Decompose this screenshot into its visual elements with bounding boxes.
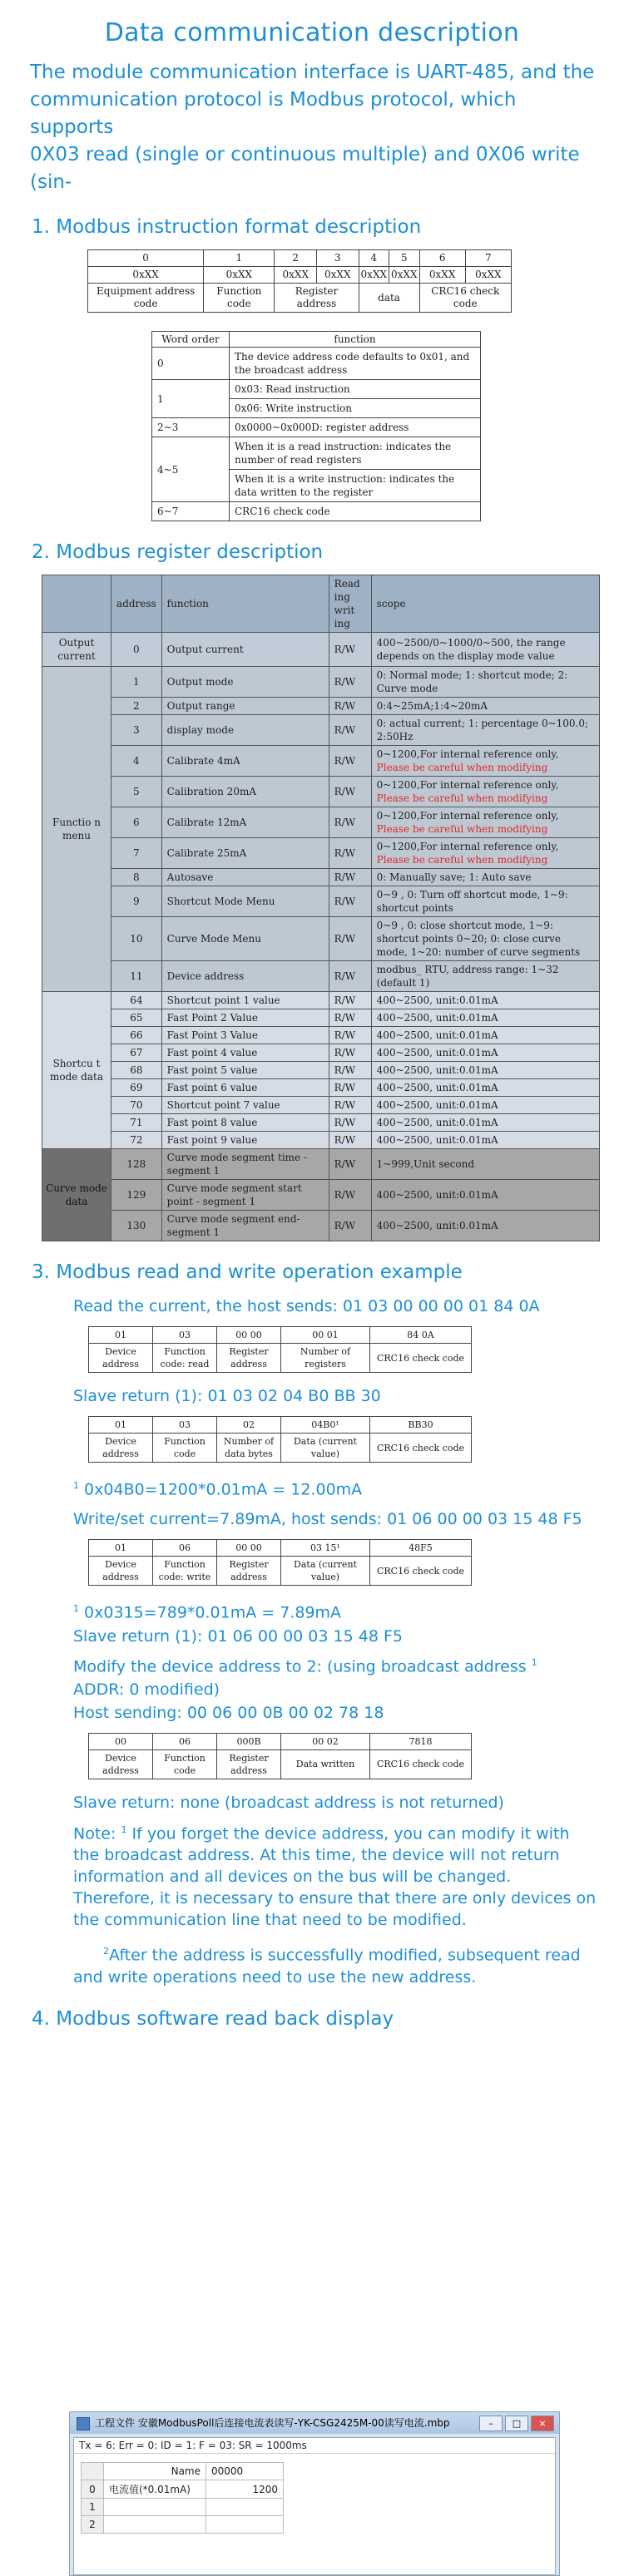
write-command-line: Write/set current=7.89mA, host sends: 01 06 00 00 03 15 48 F5 [73,1510,582,1529]
register-address: 65 [111,1009,162,1027]
register-group-label: Curve mode data [42,1149,111,1241]
register-rw: R/W [329,1044,371,1062]
window-controls [479,2416,554,2431]
note-label: Note: [73,1824,116,1843]
register-scope [371,886,599,917]
register-rw: R/W [329,961,371,992]
register-row [42,1132,600,1149]
register-function: Calibrate 4mA [161,746,329,777]
example-byte-value: 01 [89,1327,153,1344]
register-function: Device address [161,961,329,992]
register-scope-text: 400~2500, unit:0.01mA [376,1189,498,1201]
function-cell: CRC16 check code [230,502,481,521]
format-byte: 0xXX [389,267,420,284]
example-byte-value: 00 00 [217,1327,281,1344]
register-scope-text: 0: actual current; 1: percentage 0~100.0; 2:50Hz [376,718,589,743]
register-scope [371,746,599,777]
register-scope [371,1211,599,1241]
register-scope [371,1097,599,1114]
register-group-label: Shortcu t mode data [42,992,111,1149]
format-index: 7 [465,250,511,267]
register-function: Output mode [161,667,329,698]
example-byte-label: Register address [217,1749,281,1779]
poll-status: Tx = 6: Err = 0: ID = 1: F = 03: SR = 1000ms [74,2438,555,2454]
example-byte-value: BB30 [370,1417,472,1434]
register-address: 67 [111,1044,162,1062]
register-scope [371,1009,599,1027]
register-row [42,1044,600,1062]
function-cell: When it is a read instruction: indicates the number of read registers [230,437,481,470]
register-rw: R/W [329,1211,371,1241]
register-scope-text: 400~2500, unit:0.01mA [376,1099,498,1111]
register-function: Fast point 5 value [161,1062,329,1079]
register-row [42,633,600,667]
format-byte: 0xXX [317,267,359,284]
format-group: data [359,284,419,313]
register-scope-text: 400~2500, unit:0.01mA [376,1029,498,1041]
register-row [42,698,600,715]
app-icon [77,2417,90,2430]
register-rw: R/W [329,698,371,715]
register-address: 0 [111,633,162,667]
register-row [42,1097,600,1114]
maximize-icon[interactable]: □ [505,2416,528,2431]
word-order-cell: 0 [152,348,230,380]
register-address: 5 [111,777,162,807]
register-rw: R/W [329,667,371,698]
register-address: 6 [111,807,162,838]
register-scope [371,698,599,715]
example-byte-label: Number of data bytes [217,1434,281,1463]
intro-text: The module communication interface is UART-485, and the communication protocol is Modbus protocol, which supports 0X03 read (single or continuous multiple) and 0X06 write (sin- [30,62,595,193]
page-title: Data communication description [104,18,520,47]
format-byte: 0xXX [419,267,465,284]
function-cell: The device address code defaults to 0x01, and the broadcast address [230,348,481,380]
register-row [42,917,600,961]
register-row [42,746,600,777]
register-address: 70 [111,1097,162,1114]
register-warning-text: Please be careful when modifying [376,762,548,773]
register-scope [371,1180,599,1211]
register-function: Calibrate 25mA [161,838,329,869]
example-byte-value: 03 15¹ [281,1540,370,1557]
word-order-cell: 6~7 [152,502,230,521]
register-scope-text: 400~2500, unit:0.01mA [376,1082,498,1093]
register-rw: R/W [329,1009,371,1027]
register-rw: R/W [329,1149,371,1180]
example-byte-value: 03 [153,1417,217,1434]
register-scope-text: 400~2500, unit:0.01mA [376,1012,498,1024]
register-rw: R/W [329,886,371,917]
register-scope [371,807,599,838]
example-byte-label: Device address [89,1557,153,1586]
register-address: 7 [111,838,162,869]
register-row [42,807,600,838]
register-row [42,1211,600,1241]
grid-row-number: 1 [82,2499,104,2516]
slave-return-3: Slave return: none (broadcast address is not returned) [73,1793,504,1812]
section3-heading: 3. Modbus read and write operation example [32,1261,463,1283]
register-function: Curve mode segment time - segment 1 [161,1149,329,1180]
grid-corner [82,2463,104,2480]
format-index: 4 [359,250,389,267]
function-cell: 0x03: Read instruction [230,380,481,399]
register-scope [371,667,599,698]
register-row [42,886,600,917]
register-scope [371,777,599,807]
register-scope-text: 0~1200,For internal reference only, [376,810,559,822]
example-byte-label: CRC16 check code [370,1557,472,1586]
register-scope [371,715,599,746]
register-scope [371,1149,599,1180]
function-header: function [230,332,481,348]
example-byte-value: 000B [217,1733,281,1749]
register-function: Fast point 6 value [161,1079,329,1097]
register-row [42,715,600,746]
register-scope [371,1027,599,1044]
example-byte-label: Function code [153,1749,217,1779]
register-rw: R/W [329,1180,371,1211]
example-byte-label: Register address [217,1557,281,1586]
example-byte-value: 06 [153,1540,217,1557]
format-index: 6 [419,250,465,267]
format-group-row [88,284,512,313]
register-function: Calibration 20mA [161,777,329,807]
example-byte-value: 06 [153,1733,217,1749]
format-group: Equipment address code [88,284,204,313]
register-function: Output current [161,633,329,667]
slave-return-1: Slave return (1): 01 03 02 04 B0 BB 30 [73,1387,381,1405]
register-function: Shortcut point 1 value [161,992,329,1009]
register-row [42,1149,600,1180]
word-order-header: Word order [152,332,230,348]
format-index: 3 [317,250,359,267]
register-address: 64 [111,992,162,1009]
format-index: 1 [204,250,275,267]
example-byte-label: Data (current value) [281,1557,370,1586]
register-row [42,1180,600,1211]
register-address: 9 [111,886,162,917]
format-byte: 0xXX [359,267,389,284]
register-row [42,1027,600,1044]
register-scope-text: 0:4~25mA;1:4~20mA [376,700,488,712]
page [0,18,624,2030]
format-placeholder-row [88,267,512,284]
register-function: Autosave [161,869,329,886]
register-address: 68 [111,1062,162,1079]
register-function: Fast point 8 value [161,1114,329,1132]
format-index: 2 [275,250,317,267]
write-request-table [88,1539,472,1586]
register-scope-text: 0~1200,For internal reference only, [376,779,559,791]
register-rw: R/W [329,1062,371,1079]
register-rw: R/W [329,1132,371,1149]
calc-line-1: $^1$ 0x04B0=1200*0.01mA = 12.00mA [73,1480,363,1499]
register-scope-text: 400~2500, unit:0.01mA [376,1064,498,1076]
broadcast-request-table [88,1733,472,1779]
example-byte-label: Function code [153,1434,217,1463]
register-scope-text: 0~9 , 0: Turn off shortcut mode, 1~9: shortcut points [376,889,568,914]
format-index: 0 [88,250,204,267]
register-function: Calibrate 12mA [161,807,329,838]
register-row [42,777,600,807]
function-header: function [161,575,329,633]
calc-text-1: 0x04B0=1200*0.01mA = 12.00mA [84,1480,363,1499]
note-1: Note: $^1$ If you forget the device address, you can modify it with the broadcast address. At this time, the device will not return information and all devices on the bus will be changed. Therefore, it is necessary to ensure that there are only devices on the communication line that need to be modified. [73,1823,597,1930]
close-icon[interactable]: × [531,2416,554,2431]
register-address: 8 [111,869,162,886]
read-command-line: Read the current, the host sends: 01 03 00 00 00 01 84 0A [73,1297,540,1315]
window-body [73,2437,556,2575]
register-scope-text: 0: Manually save; 1: Auto save [376,871,532,883]
format-byte: 0xXX [275,267,317,284]
register-function: Output range [161,698,329,715]
word-order-cell: 4~5 [152,437,230,502]
register-scope-text: 0~1200,For internal reference only, [376,841,559,852]
grid-value-cell[interactable] [206,2499,284,2516]
minimize-icon[interactable]: – [479,2416,503,2431]
example-byte-label: Data (current value) [281,1434,370,1463]
register-rw: R/W [329,633,371,667]
word-order-table [151,331,481,521]
register-rw: R/W [329,1097,371,1114]
register-rw: R/W [329,807,371,838]
register-address: 129 [111,1180,162,1211]
register-scope-text: 1~999,Unit second [376,1158,475,1170]
register-scope-text: 400~2500, unit:0.01mA [376,1047,498,1059]
register-address: 2 [111,698,162,715]
register-address: 71 [111,1114,162,1132]
register-function: Curve Mode Menu [161,917,329,961]
register-row [42,992,600,1009]
example-byte-label: Function code: read [153,1344,217,1373]
grid-name-cell[interactable]: 电流值(*0.01mA) [104,2480,206,2499]
address-header: address [111,575,162,633]
example-byte-label: Device address [89,1344,153,1373]
register-function: Curve mode segment end-segment 1 [161,1211,329,1241]
register-row [42,869,600,886]
function-cell: When it is a write instruction: indicates the data written to the register [230,470,481,502]
register-rw: R/W [329,917,371,961]
example-byte-label: Register address [217,1344,281,1373]
host-sending-line: Host sending: 00 06 00 0B 00 02 78 18 [73,1703,384,1722]
register-address: 130 [111,1211,162,1241]
example-byte-value: 00 02 [281,1733,370,1749]
example-byte-label: Function code: write [153,1557,217,1586]
register-address: 11 [111,961,162,992]
register-function: Fast Point 3 Value [161,1027,329,1044]
grid-row-number: 2 [82,2516,104,2534]
example-byte-label: CRC16 check code [370,1749,472,1779]
note-1-text: If you forget the device address, you can modify it with the broadcast address. At this time, the device will not return information and all devices on the bus will be changed. Therefore, it is necessary to ensure that there are only devices on the communication line that need to be modified. [73,1824,597,1930]
register-address: 4 [111,746,162,777]
example-byte-label: Data written [281,1749,370,1779]
format-group: CRC16 check code [419,284,511,313]
register-scope-text: 400~2500, unit:0.01mA [376,994,498,1006]
word-order-cell: 2~3 [152,418,230,437]
read-response-table [88,1416,472,1463]
register-rw: R/W [329,1027,371,1044]
register-row [42,1009,600,1027]
register-scope [371,838,599,869]
register-function: display mode [161,715,329,746]
register-row [42,1114,600,1132]
grid-row-number: 0 [82,2480,104,2499]
register-scope-text: 400~2500/0~1000/0~500, the range depends on the display mode value [376,637,566,662]
register-function: Fast point 9 value [161,1132,329,1149]
register-scope [371,1114,599,1132]
example-byte-label: CRC16 check code [370,1344,472,1373]
register-rw: R/W [329,838,371,869]
register-scope [371,1079,599,1097]
example-byte-value: 02 [217,1417,281,1434]
register-function: Shortcut Mode Menu [161,886,329,917]
example-byte-label: Number of registers [281,1344,370,1373]
register-scope [371,869,599,886]
register-function: Fast point 4 value [161,1044,329,1062]
modify-line: Modify the device address to 2: (using broadcast address $^1$ [73,1656,537,1675]
format-group: Function code [204,284,275,313]
format-group: Register address [275,284,359,313]
register-function: Fast Point 2 Value [161,1009,329,1027]
register-scope [371,1044,599,1062]
register-address: 72 [111,1132,162,1149]
register-row [42,961,600,992]
scope-header: scope [371,575,599,633]
example-byte-value: 00 [89,1733,153,1749]
word-order-cell: 1 [152,380,230,418]
format-byte: 0xXX [88,267,204,284]
register-warning-text: Please be careful when modifying [376,792,548,804]
register-address: 66 [111,1027,162,1044]
note-2-text: After the address is successfully modified, subsequent read and write operations need to use the new address. [73,1946,581,1986]
example-byte-label: Device address [89,1434,153,1463]
calc-text-2: 0x0315=789*0.01mA = 7.89mA [84,1603,342,1622]
register-table [42,575,600,1241]
example-byte-value: 01 [89,1540,153,1557]
group-header [42,575,111,633]
register-address: 3 [111,715,162,746]
register-row [42,838,600,869]
register-scope [371,917,599,961]
register-function: Curve mode segment start point - segment 1 [161,1180,329,1211]
register-scope-text: modbus_ RTU, address range: 1~32 (default 1) [376,964,559,989]
format-table [87,249,512,313]
modify-text: Modify the device address to 2: (using broadcast address [73,1656,527,1675]
read-request-table [88,1326,472,1373]
rw-header: Read ing writ ing [329,575,371,633]
register-address: 69 [111,1079,162,1097]
register-scope [371,1132,599,1149]
format-index-row [88,250,512,267]
register-scope-text: 0: Normal mode; 1: shortcut mode; 2: Curve mode [376,669,568,694]
format-index: 5 [389,250,420,267]
register-rw: R/W [329,1114,371,1132]
section4-heading: 4. Modbus software read back display [32,2007,394,2030]
format-byte: 0xXX [204,267,275,284]
grid-value-cell[interactable]: 1200 [206,2480,284,2499]
register-row [42,667,600,698]
register-rw: R/W [329,715,371,746]
register-warning-text: Please be careful when modifying [376,823,548,835]
register-rw: R/W [329,1079,371,1097]
example-byte-value: 01 [89,1417,153,1434]
calc-line-2: $^1$ 0x0315=789*0.01mA = 7.89mA [73,1603,342,1622]
example-byte-value: 84 0A [370,1327,472,1344]
register-rw: R/W [329,869,371,886]
register-rw: R/W [329,992,371,1009]
modify-line-2: ADDR: 0 modified) [73,1680,220,1699]
grid-address-header: 00000 [206,2463,284,2480]
register-function: Shortcut point 7 value [161,1097,329,1114]
window-titlebar [70,2412,559,2434]
poll-grid [81,2462,284,2534]
note-2: $^2$After the address is successfully modified, subsequent read and write operations need to use the new address. [73,1946,581,1986]
register-scope-text: 400~2500, unit:0.01mA [376,1117,498,1128]
register-group-label: Output current [42,633,111,667]
grid-name-header: Name [104,2463,206,2480]
grid-name-cell[interactable] [104,2499,206,2516]
register-address: 128 [111,1149,162,1180]
example-byte-label: Device address [89,1749,153,1779]
grid-name-cell[interactable] [104,2516,206,2534]
example-byte-value: 03 [153,1327,217,1344]
register-scope-text: 0~9 , 0: close shortcut mode, 1~9: shortcut points 0~20; 0: close curve mode, 1~20: number of curve segments [376,920,581,958]
register-scope [371,633,599,667]
register-row [42,1062,600,1079]
section1-heading: 1. Modbus instruction format description [32,216,422,238]
example-byte-value: 00 00 [217,1540,281,1557]
register-warning-text: Please be careful when modifying [376,854,548,866]
register-scope-text: 400~2500, unit:0.01mA [376,1220,498,1231]
register-rw: R/W [329,777,371,807]
example-byte-value: 48F5 [370,1540,472,1557]
register-scope-text: 400~2500, unit:0.01mA [376,1134,498,1146]
register-address: 1 [111,667,162,698]
register-group-label: Functio n menu [42,667,111,992]
register-scope [371,961,599,992]
example-byte-label: CRC16 check code [370,1434,472,1463]
example-byte-value: 00 01 [281,1327,370,1344]
register-scope [371,1062,599,1079]
register-rw: R/W [329,746,371,777]
example-byte-value: 7818 [370,1733,472,1749]
window-title: 工程文件 安徽ModbusPoll后连接电流表读写-YK-CSG2425M-00读写电流.mbp [95,2417,450,2429]
format-byte: 0xXX [465,267,511,284]
register-scope [371,992,599,1009]
function-cell: 0x06: Write instruction [230,399,481,418]
section2-heading: 2. Modbus register description [32,541,324,563]
modbus-poll-window [69,2411,560,2576]
register-scope-text: 0~1200,For internal reference only, [376,748,559,760]
example-byte-value: 04B0¹ [281,1417,370,1434]
slave-return-2: Slave return (1): 01 06 00 00 03 15 48 F5 [73,1626,403,1646]
register-address: 10 [111,917,162,961]
function-cell: 0x0000~0x000D: register address [230,418,481,437]
grid-value-cell[interactable] [206,2516,284,2534]
register-row [42,1079,600,1097]
